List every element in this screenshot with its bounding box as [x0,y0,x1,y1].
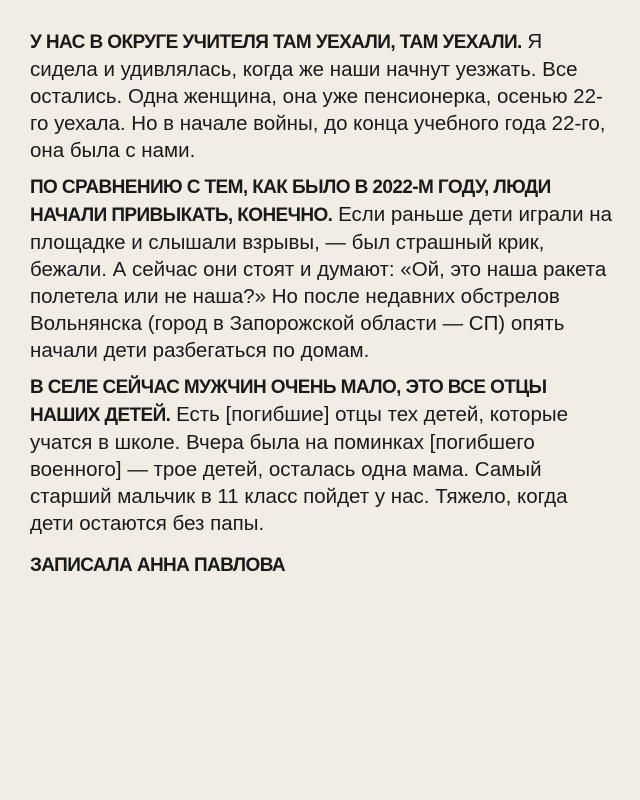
paragraph-2-body: Если раньше дети играли на площадке и слышали взрывы, — был страшный крик, бежали. А сейчас они стоят и думают: «Ой, это наша ракета полетела или не наша?» Но после недавних обстрелов Вольнянска (город в Запорожской области — СП) опять начали дети разбегаться по домам. [30,203,613,362]
paragraph-1 [30,28,615,164]
byline [30,551,615,579]
article-text [30,28,615,588]
paragraph-2 [30,173,615,364]
paragraph-3 [30,373,615,537]
paragraph-2-lead: ПО СРАВНЕНИЮ С ТЕМ, КАК БЫЛО В 2022-М ГОДУ, ЛЮДИ НАЧАЛИ ПРИВЫКАТЬ, КОНЕЧНО. [30,177,551,226]
byline-text: ЗАПИСАЛА АННА ПАВЛОВА [30,555,286,576]
paragraph-1-lead: У НАС В ОКРУГЕ УЧИТЕЛЯ ТАМ УЕХАЛИ, ТАМ УЕХАЛИ. [30,32,522,53]
paragraph-3-body: Есть [погибшие] отцы тех детей, которые учатся в школе. Вчера была на поминках [погибшего военного] — трое детей, осталась одна мама. Самый старший мальчик в 11 класс пойдет у нас. Тяжело, когда дети остаются без папы. [30,403,568,535]
paragraph-3-lead: В СЕЛЕ СЕЙЧАС МУЖЧИН ОЧЕНЬ МАЛО, ЭТО ВСЕ ОТЦЫ НАШИХ ДЕТЕЙ. [30,377,547,426]
paragraph-1-body: Я сидела и удивлялась, когда же наши начнут уезжать. Все остались. Одна женщина, она уже пенсионерка, осенью 22-го уехала. Но в начале войны, до конца учебного года 22-го, она была с нами. [30,30,606,162]
